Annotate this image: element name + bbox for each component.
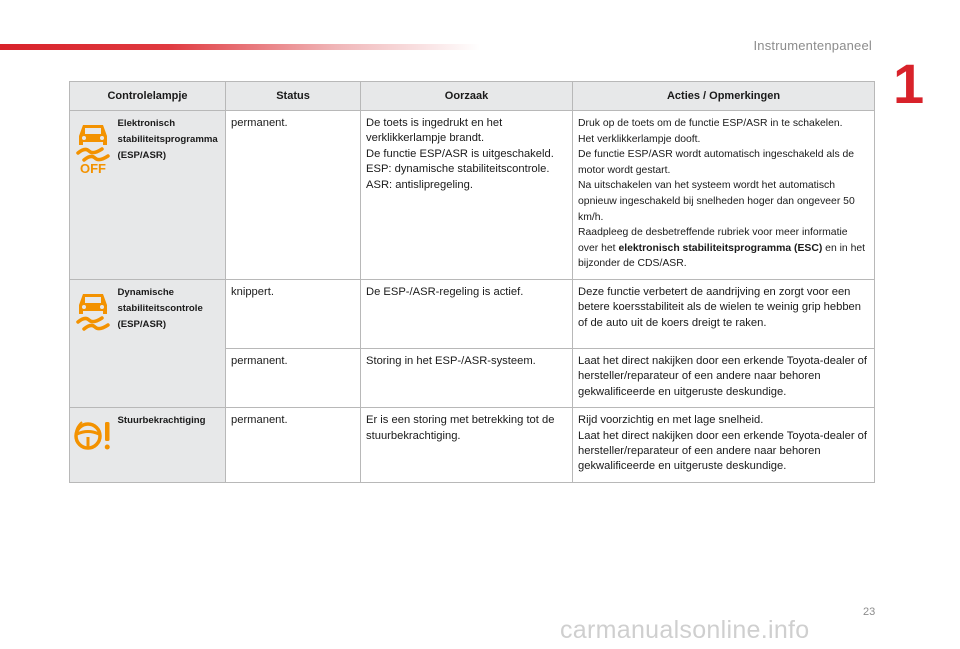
table-row — [70, 279, 875, 348]
icon-cell — [70, 111, 116, 280]
table-row — [70, 408, 875, 483]
esp-icon — [75, 290, 111, 334]
table-header-row — [70, 82, 875, 111]
actions-text-end: en in het bijzonder de CDS/ASR. — [578, 242, 866, 270]
icon-cell — [70, 408, 116, 483]
page-number: 23 — [863, 606, 876, 618]
warning-light-name: Elektronisch stabiliteitsprogramma (ESP/ASR) — [116, 111, 226, 280]
actions-cell: Laat het direct nakijken door een erkende Toyota-dealer of hersteller/reparateur of een andere naar behoren gekwalificeerde en uitgeruste deskundige. — [573, 348, 875, 407]
watermark: carmanualsonline.info — [560, 616, 810, 644]
column-header-oorzaak: Oorzaak — [361, 82, 573, 111]
section-title: Instrumentenpaneel — [753, 38, 872, 53]
esp-off-label: OFF — [79, 161, 106, 175]
table-row — [70, 111, 875, 280]
cause-cell: Er is een storing met betrekking tot de stuurbekrachtiging. — [361, 408, 573, 483]
esp-off-icon — [75, 121, 111, 175]
warning-light-name: Stuurbekrachtiging — [116, 408, 226, 483]
warning-light-name: Dynamische stabiliteitscontrole (ESP/ASR) — [116, 279, 226, 407]
status-cell: permanent. — [226, 348, 361, 407]
actions-cell — [573, 111, 875, 280]
column-header-controlelampje: Controlelampje — [70, 82, 226, 111]
status-cell: knippert. — [226, 279, 361, 348]
column-header-status: Status — [226, 82, 361, 111]
cause-cell: De ESP-/ASR-regeling is actief. — [361, 279, 573, 348]
actions-cell: Rijd voorzichtig en met lage snelheid. Laat het direct nakijken door een erkende Toyota-dealer of hersteller/reparateur of een andere naar behoren gekwalificeerde en uitgeruste deskundige. — [573, 408, 875, 483]
status-cell: permanent. — [226, 408, 361, 483]
actions-text: Druk op de toets om de functie ESP/ASR in te schakelen. Het verklikkerlampje dooft. De functie ESP/ASR wordt automatisch ingeschakeld als de motor wordt gestart. Na uitschakelen van het systeem wordt het automatisch opnieuw ingeschakeld bij snelheden hoger dan ongeveer 50 km/h. Raadpleeg de desbetreffende rubriek voor meer informatie over het — [578, 118, 855, 254]
cause-cell: De toets is ingedrukt en het verklikkerlampje brandt. De functie ESP/ASR is uitgeschakeld. ESP: dynamische stabiliteitscontrole. ASR: antislipregeling. — [361, 111, 573, 280]
actions-bold-text: elektronisch stabiliteitsprogramma (ESC) — [618, 242, 823, 254]
warning-lights-table — [69, 81, 875, 483]
icon-cell — [70, 279, 116, 407]
actions-cell: Deze functie verbetert de aandrijving en zorgt voor een betere koersstabiliteit als de wielen te weinig grip hebben of de auto uit de koers dreigt te raken. — [573, 279, 875, 348]
steering-warning-icon — [73, 418, 113, 454]
cause-cell: Storing in het ESP-/ASR-systeem. — [361, 348, 573, 407]
column-header-acties: Acties / Opmerkingen — [573, 82, 875, 111]
chapter-number: 1 — [893, 52, 925, 115]
status-cell: permanent. — [226, 111, 361, 280]
red-accent-bar — [0, 44, 480, 50]
